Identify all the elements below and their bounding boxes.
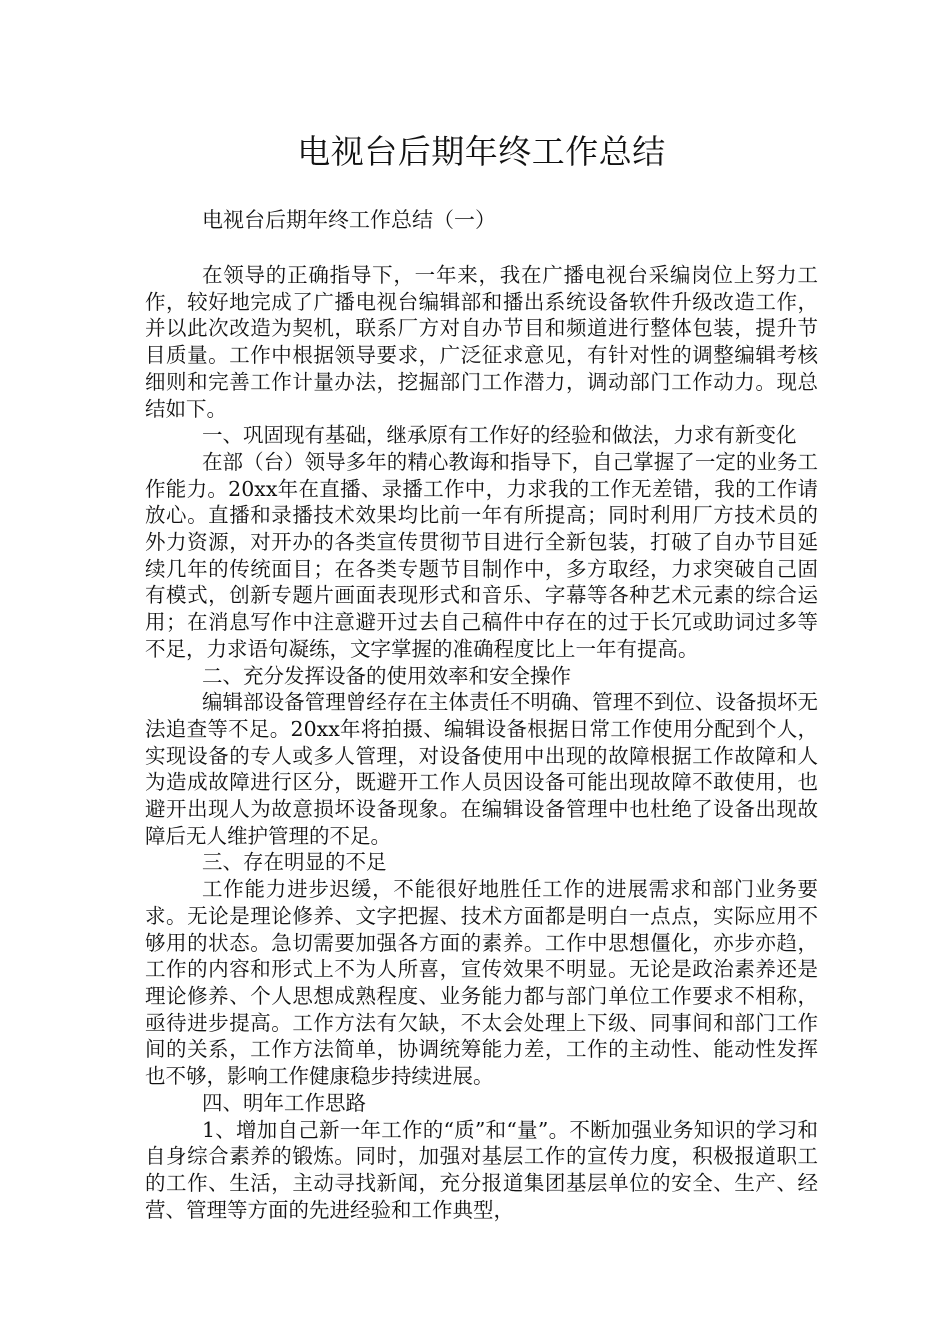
section-heading-4: 四、明年工作思路 xyxy=(202,1090,366,1115)
intro-paragraph: 在领导的正确指导下，一年来，我在广播电视台采编岗位上努力工作，较好地完成了广播电视台编辑部和播出系统设备软件升级改造工作，并以此次改造为契机，联系厂方对自办节目和频道进行整体包装，提升节目质量。工作中根据领导要求，广泛征求意见，有针对性的调整编辑考核细则和完善工作计量办法，挖掘部门工作潜力，调动部门工作动力。现总结如下。 xyxy=(145,263,818,421)
section-2-paragraph: 编辑部设备管理曾经存在主体责任不明确、管理不到位、设备损坏无法追查等不足。20xx年将拍摄、编辑设备根据日常工作使用分配到个人，实现设备的专人或多人管理，对设备使用中出现的故障根据工作故障和人为造成故障进行区分，既避开工作人员因设备可能出现故障不敢使用，也避开出现人为故意损坏设备现象。在编辑设备管理中也杜绝了设备出现故障后无人维护管理的不足。 xyxy=(145,690,818,848)
document-subtitle: 电视台后期年终工作总结（一） xyxy=(202,208,496,232)
section-1-paragraph: 在部（台）领导多年的精心教诲和指导下，自己掌握了一定的业务工作能力。20xx年在直播、录播工作中，力求我的工作无差错，我的工作请放心。直播和录播技术效果均比前一年有所提高；同时利用厂方技术员的外力资源，对开办的各类宣传贯彻节目进行全新包装，打破了自办节目延续几年的传统面目；在各类专题节目制作中，多方取经，力求突破自己固有模式，创新专题片画面表现形式和音乐、字幕等各种艺术元素的综合运用；在消息写作中注意避开过去自己稿件中存在的过于长冗或助词过多等不足，力求语句凝练，文字掌握的准确程度比上一年有提高。 xyxy=(145,449,818,661)
section-4-paragraph: 1、增加自己新一年工作的“质”和“量”。不断加强业务知识的学习和自身综合素养的锻炼。同时，加强对基层工作的宣传力度，积极报道职工的工作、生活，主动寻找新闻，充分报道集团基层单位的安全、生产、经营、管理等方面的先进经验和工作典型， xyxy=(145,1117,818,1222)
document-title: 电视台后期年终工作总结 xyxy=(297,132,666,171)
document-page xyxy=(145,128,818,1223)
section-heading-3: 三、存在明显的不足 xyxy=(202,850,387,875)
section-3-paragraph: 工作能力进步迟缓，不能很好地胜任工作的进展需求和部门业务要求。无论是理论修养、文字把握、技术方面都是明白一点点，实际应用不够用的状态。急切需要加强各方面的素养。工作中思想僵化，亦步亦趋，工作的内容和形式上不为人所喜，宣传效果不明显。无论是政治素养还是理论修养、个人思想成熟程度、业务能力都与部门单位工作要求不相称，亟待进步提高。工作方法有欠缺，不太会处理上下级、同事间和部门工作间的关系，工作方法简单，协调统筹能力差，工作的主动性、能动性发挥也不够，影响工作健康稳步持续进展。 xyxy=(145,877,818,1089)
section-heading-2: 二、充分发挥设备的使用效率和安全操作 xyxy=(202,663,571,688)
section-heading-1: 一、巩固现有基础，继承原有工作好的经验和做法，力求有新变化 xyxy=(202,423,797,448)
